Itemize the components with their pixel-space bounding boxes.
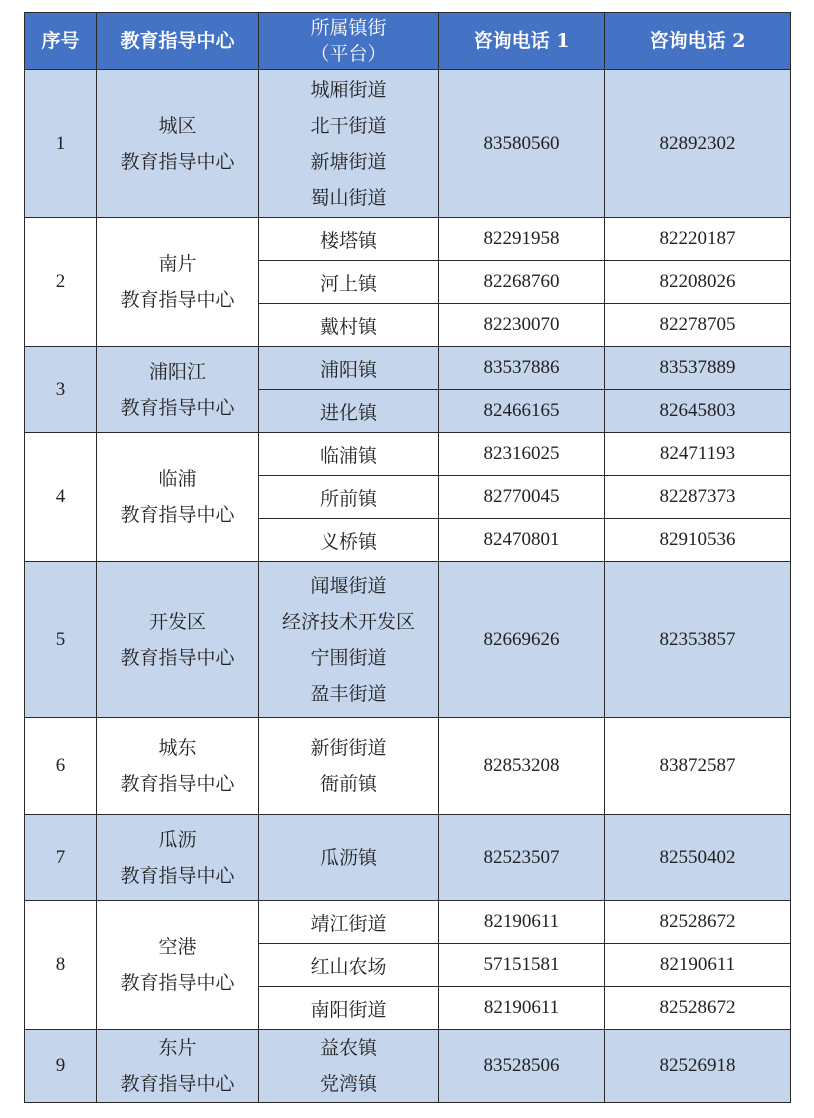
phone2-value: 82287373 xyxy=(605,476,791,519)
phone1-value: 57151581 xyxy=(439,944,605,987)
phone2-value: 82353857 xyxy=(605,562,791,718)
town-name: 义桥镇 xyxy=(259,519,439,562)
header-phone1: 咨询电话 1 xyxy=(439,13,605,70)
center-name-line1: 城东 xyxy=(158,737,197,759)
phone1-value: 82770045 xyxy=(439,476,605,519)
town-name: 瓜沥镇 xyxy=(319,846,377,869)
phone1-value: 82268760 xyxy=(439,261,605,304)
town-name: 楼塔镇 xyxy=(259,218,439,261)
town-name: 所前镇 xyxy=(259,476,439,519)
row-index: 8 xyxy=(25,901,97,1030)
phone1-value: 82470801 xyxy=(439,519,605,562)
phone2-value: 82892302 xyxy=(605,70,791,218)
town-name: 新街街道 xyxy=(310,737,387,759)
center-name-line1: 开发区 xyxy=(148,610,206,633)
center-name-line1: 浦阳江 xyxy=(148,360,206,383)
center-name xyxy=(97,1030,259,1103)
row-index: 2 xyxy=(25,218,97,347)
phone2-value: 82208026 xyxy=(605,261,791,304)
header-town-line2: （平台） xyxy=(310,43,387,65)
phone1-value: 82230070 xyxy=(439,304,605,347)
phone1-value: 82190611 xyxy=(439,987,605,1030)
town-name: 党湾镇 xyxy=(319,1073,377,1095)
phone2-value: 82278705 xyxy=(605,304,791,347)
town-name: 益农镇 xyxy=(319,1037,377,1059)
header-town xyxy=(259,13,439,70)
town-name: 北干街道 xyxy=(310,114,387,137)
phone2-value: 82471193 xyxy=(605,433,791,476)
town-name: 河上镇 xyxy=(259,261,439,304)
row-index: 7 xyxy=(25,815,97,901)
phone1-value: 82853208 xyxy=(439,718,605,815)
town-name: 靖江街道 xyxy=(259,901,439,944)
center-name-line2: 教育指导中心 xyxy=(120,396,235,419)
table-row xyxy=(25,347,791,390)
phone2-value: 82528672 xyxy=(605,987,791,1030)
center-name xyxy=(97,218,259,347)
row-index: 1 xyxy=(25,70,97,218)
row-index: 5 xyxy=(25,562,97,718)
center-name xyxy=(97,901,259,1030)
phone2-value: 83537889 xyxy=(605,347,791,390)
center-name-line2: 教育指导中心 xyxy=(120,864,235,887)
table-row xyxy=(25,718,791,815)
phone2-value: 82220187 xyxy=(605,218,791,261)
town-name: 戴村镇 xyxy=(259,304,439,347)
center-name-line1: 城区 xyxy=(158,114,197,137)
contact-table xyxy=(24,12,791,1103)
town-name: 红山农场 xyxy=(259,944,439,987)
center-name-line2: 教育指导中心 xyxy=(120,1073,235,1095)
center-name-line2: 教育指导中心 xyxy=(120,773,235,795)
header-center: 教育指导中心 xyxy=(97,13,259,70)
center-name-line2: 教育指导中心 xyxy=(120,150,235,173)
table-row xyxy=(25,218,791,261)
row-index: 3 xyxy=(25,347,97,433)
phone1-value: 82466165 xyxy=(439,390,605,433)
header-row xyxy=(25,13,791,70)
table-row xyxy=(25,815,791,901)
phone2-value: 82910536 xyxy=(605,519,791,562)
phone2-value: 82526918 xyxy=(605,1030,791,1103)
town-list xyxy=(259,70,439,218)
row-index: 9 xyxy=(25,1030,97,1103)
center-name xyxy=(97,433,259,562)
town-name: 南阳街道 xyxy=(259,987,439,1030)
town-list xyxy=(259,815,439,901)
phone1-value: 82291958 xyxy=(439,218,605,261)
center-name-line1: 临浦 xyxy=(158,468,197,490)
table-row xyxy=(25,1030,791,1103)
header-town-line1: 所属镇街 xyxy=(310,17,387,39)
phone2-value: 82190611 xyxy=(605,944,791,987)
phone1-value: 83580560 xyxy=(439,70,605,218)
town-name: 衙前镇 xyxy=(319,773,377,795)
phone1-value: 82316025 xyxy=(439,433,605,476)
header-phone2: 咨询电话 2 xyxy=(605,13,791,70)
town-name: 经济技术开发区 xyxy=(281,610,415,633)
row-index: 6 xyxy=(25,718,97,815)
row-index: 4 xyxy=(25,433,97,562)
phone1-value: 82190611 xyxy=(439,901,605,944)
town-name: 闻堰街道 xyxy=(310,574,387,597)
center-name-line2: 教育指导中心 xyxy=(120,646,235,669)
center-name xyxy=(97,815,259,901)
town-name: 浦阳镇 xyxy=(259,347,439,390)
phone2-value: 82550402 xyxy=(605,815,791,901)
center-name-line2: 教育指导中心 xyxy=(120,504,235,526)
center-name xyxy=(97,718,259,815)
table-row xyxy=(25,70,791,218)
table-row xyxy=(25,562,791,718)
town-list xyxy=(259,718,439,815)
phone1-value: 82669626 xyxy=(439,562,605,718)
center-name xyxy=(97,562,259,718)
center-name-line1: 东片 xyxy=(158,1037,197,1059)
town-list xyxy=(259,562,439,718)
center-name-line2: 教育指导中心 xyxy=(120,972,235,994)
town-name: 蜀山街道 xyxy=(310,186,387,209)
town-name: 临浦镇 xyxy=(259,433,439,476)
table-row xyxy=(25,433,791,476)
town-name: 盈丰街道 xyxy=(310,682,387,705)
town-name: 宁围街道 xyxy=(310,646,387,669)
town-list xyxy=(259,1030,439,1103)
phone2-value: 82645803 xyxy=(605,390,791,433)
town-name: 城厢街道 xyxy=(310,78,387,101)
town-name: 新塘街道 xyxy=(310,150,387,173)
phone1-value: 83537886 xyxy=(439,347,605,390)
center-name-line1: 空港 xyxy=(158,936,197,958)
center-name-line1: 南片 xyxy=(158,253,197,275)
phone1-value: 83528506 xyxy=(439,1030,605,1103)
center-name-line1: 瓜沥 xyxy=(158,828,197,851)
phone2-value: 83872587 xyxy=(605,718,791,815)
table-row xyxy=(25,901,791,944)
town-name: 进化镇 xyxy=(259,390,439,433)
center-name xyxy=(97,70,259,218)
phone2-value: 82528672 xyxy=(605,901,791,944)
header-index: 序号 xyxy=(25,13,97,70)
phone1-value: 82523507 xyxy=(439,815,605,901)
center-name xyxy=(97,347,259,433)
center-name-line2: 教育指导中心 xyxy=(120,289,235,311)
